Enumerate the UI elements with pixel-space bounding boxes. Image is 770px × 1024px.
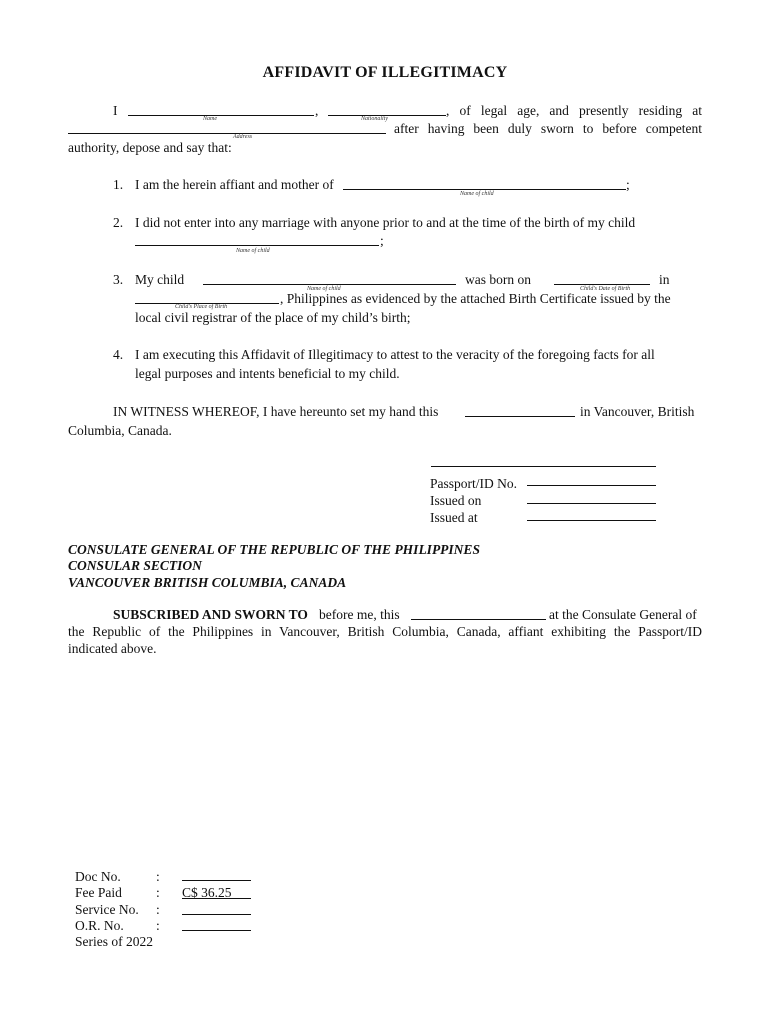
jurat-date-blank [411, 619, 546, 620]
item-end: ; [380, 233, 384, 248]
item-text: I am the herein affiant and mother of [135, 177, 334, 192]
witness-date-blank [465, 416, 575, 417]
witness-text-a: IN WITNESS WHEREOF, I have hereunto set my hand this [113, 404, 439, 419]
doc-no-blank [182, 880, 251, 881]
or-no-colon: : [156, 918, 160, 933]
item-text: I did not enter into any marriage with anyone prior to and at the time of the birth of my child [135, 215, 636, 230]
item-text-c: in [659, 272, 670, 287]
doc-no-colon: : [156, 869, 160, 884]
child-name-blank [203, 284, 456, 285]
child-name-blank [135, 245, 379, 246]
child-name-caption: Name of child [236, 248, 270, 254]
item-line2: legal purposes and intents beneficial to my child. [135, 366, 400, 381]
signature-line [431, 466, 656, 467]
issued-at-blank [527, 520, 656, 521]
doc-no-label: Doc No. [75, 869, 121, 884]
intro-age-text: , of legal age, and presently residing at [446, 103, 702, 118]
child-dob-caption: Child's Date of Birth [580, 286, 631, 292]
item-line2: , Philippines as evidenced by the attached Birth Certificate issued by the [280, 291, 671, 306]
consulate-line3: VANCOUVER BRITISH COLUMBIA, CANADA [68, 575, 347, 590]
item-line3: local civil registrar of the place of my child’s birth; [135, 310, 411, 325]
intro-sworn-text: after having been duly sworn to before competent [394, 121, 702, 136]
service-no-blank [182, 914, 251, 915]
jurat-line3: indicated above. [68, 641, 157, 656]
address-blank [68, 133, 386, 134]
intro-pronoun: I [113, 103, 118, 118]
child-name-blank [343, 189, 626, 190]
item-number: 3. [113, 272, 124, 287]
intro-line3: authority, depose and say that: [68, 140, 232, 155]
item-text-a: My child [135, 272, 185, 287]
fee-paid-value: C$ 36.25 [182, 885, 232, 900]
nationality-caption: Nationality [361, 116, 388, 122]
or-no-blank [182, 930, 251, 931]
passport-blank [527, 485, 656, 486]
item-line1: I am executing this Affidavit of Illegitimacy to attest to the veracity of the foregoing facts for all [135, 347, 655, 362]
address-caption: Address [233, 134, 253, 140]
name-caption: Name [203, 116, 217, 122]
issued-on-blank [527, 503, 656, 504]
or-no-label: O.R. No. [75, 918, 124, 933]
document-title: AFFIDAVIT OF ILLEGITIMACY [262, 64, 508, 81]
child-dob-blank [554, 284, 650, 285]
service-no-label: Service No. [75, 902, 139, 917]
consulate-line2: CONSULAR SECTION [68, 558, 202, 573]
item-number: 1. [113, 177, 124, 192]
child-name-caption: Name of child [460, 191, 494, 197]
series-text: Series of 2022 [75, 934, 153, 949]
jurat-text-b: at the Consulate General of [549, 607, 697, 622]
witness-line2: Columbia, Canada. [68, 423, 172, 438]
issued-at-label: Issued at [430, 510, 478, 525]
fee-paid-underline [182, 898, 251, 899]
jurat-text-a: before me, this [319, 607, 400, 622]
comma-separator: , [315, 103, 319, 118]
item-number: 2. [113, 215, 124, 230]
child-name-caption: Name of child [307, 286, 341, 292]
issued-on-label: Issued on [430, 493, 482, 508]
service-no-colon: : [156, 902, 160, 917]
child-pob-caption: Child's Place of Birth [175, 304, 228, 310]
consulate-line1: CONSULATE GENERAL OF THE REPUBLIC OF THE PHILIPPINES [68, 542, 480, 557]
item-number: 4. [113, 347, 124, 362]
jurat-bold: SUBSCRIBED AND SWORN TO [113, 607, 308, 622]
fee-paid-label: Fee Paid [75, 885, 122, 900]
jurat-line2: the Republic of the Philippines in Vancouver, British Columbia, Canada, affiant exhibiting the Passport/ID [68, 624, 702, 639]
item-text-b: was born on [465, 272, 531, 287]
name-blank [128, 115, 314, 116]
item-end: ; [626, 177, 630, 192]
fee-paid-colon: : [156, 885, 160, 900]
passport-label: Passport/ID No. [430, 476, 517, 491]
witness-text-b: in Vancouver, British [580, 404, 695, 419]
